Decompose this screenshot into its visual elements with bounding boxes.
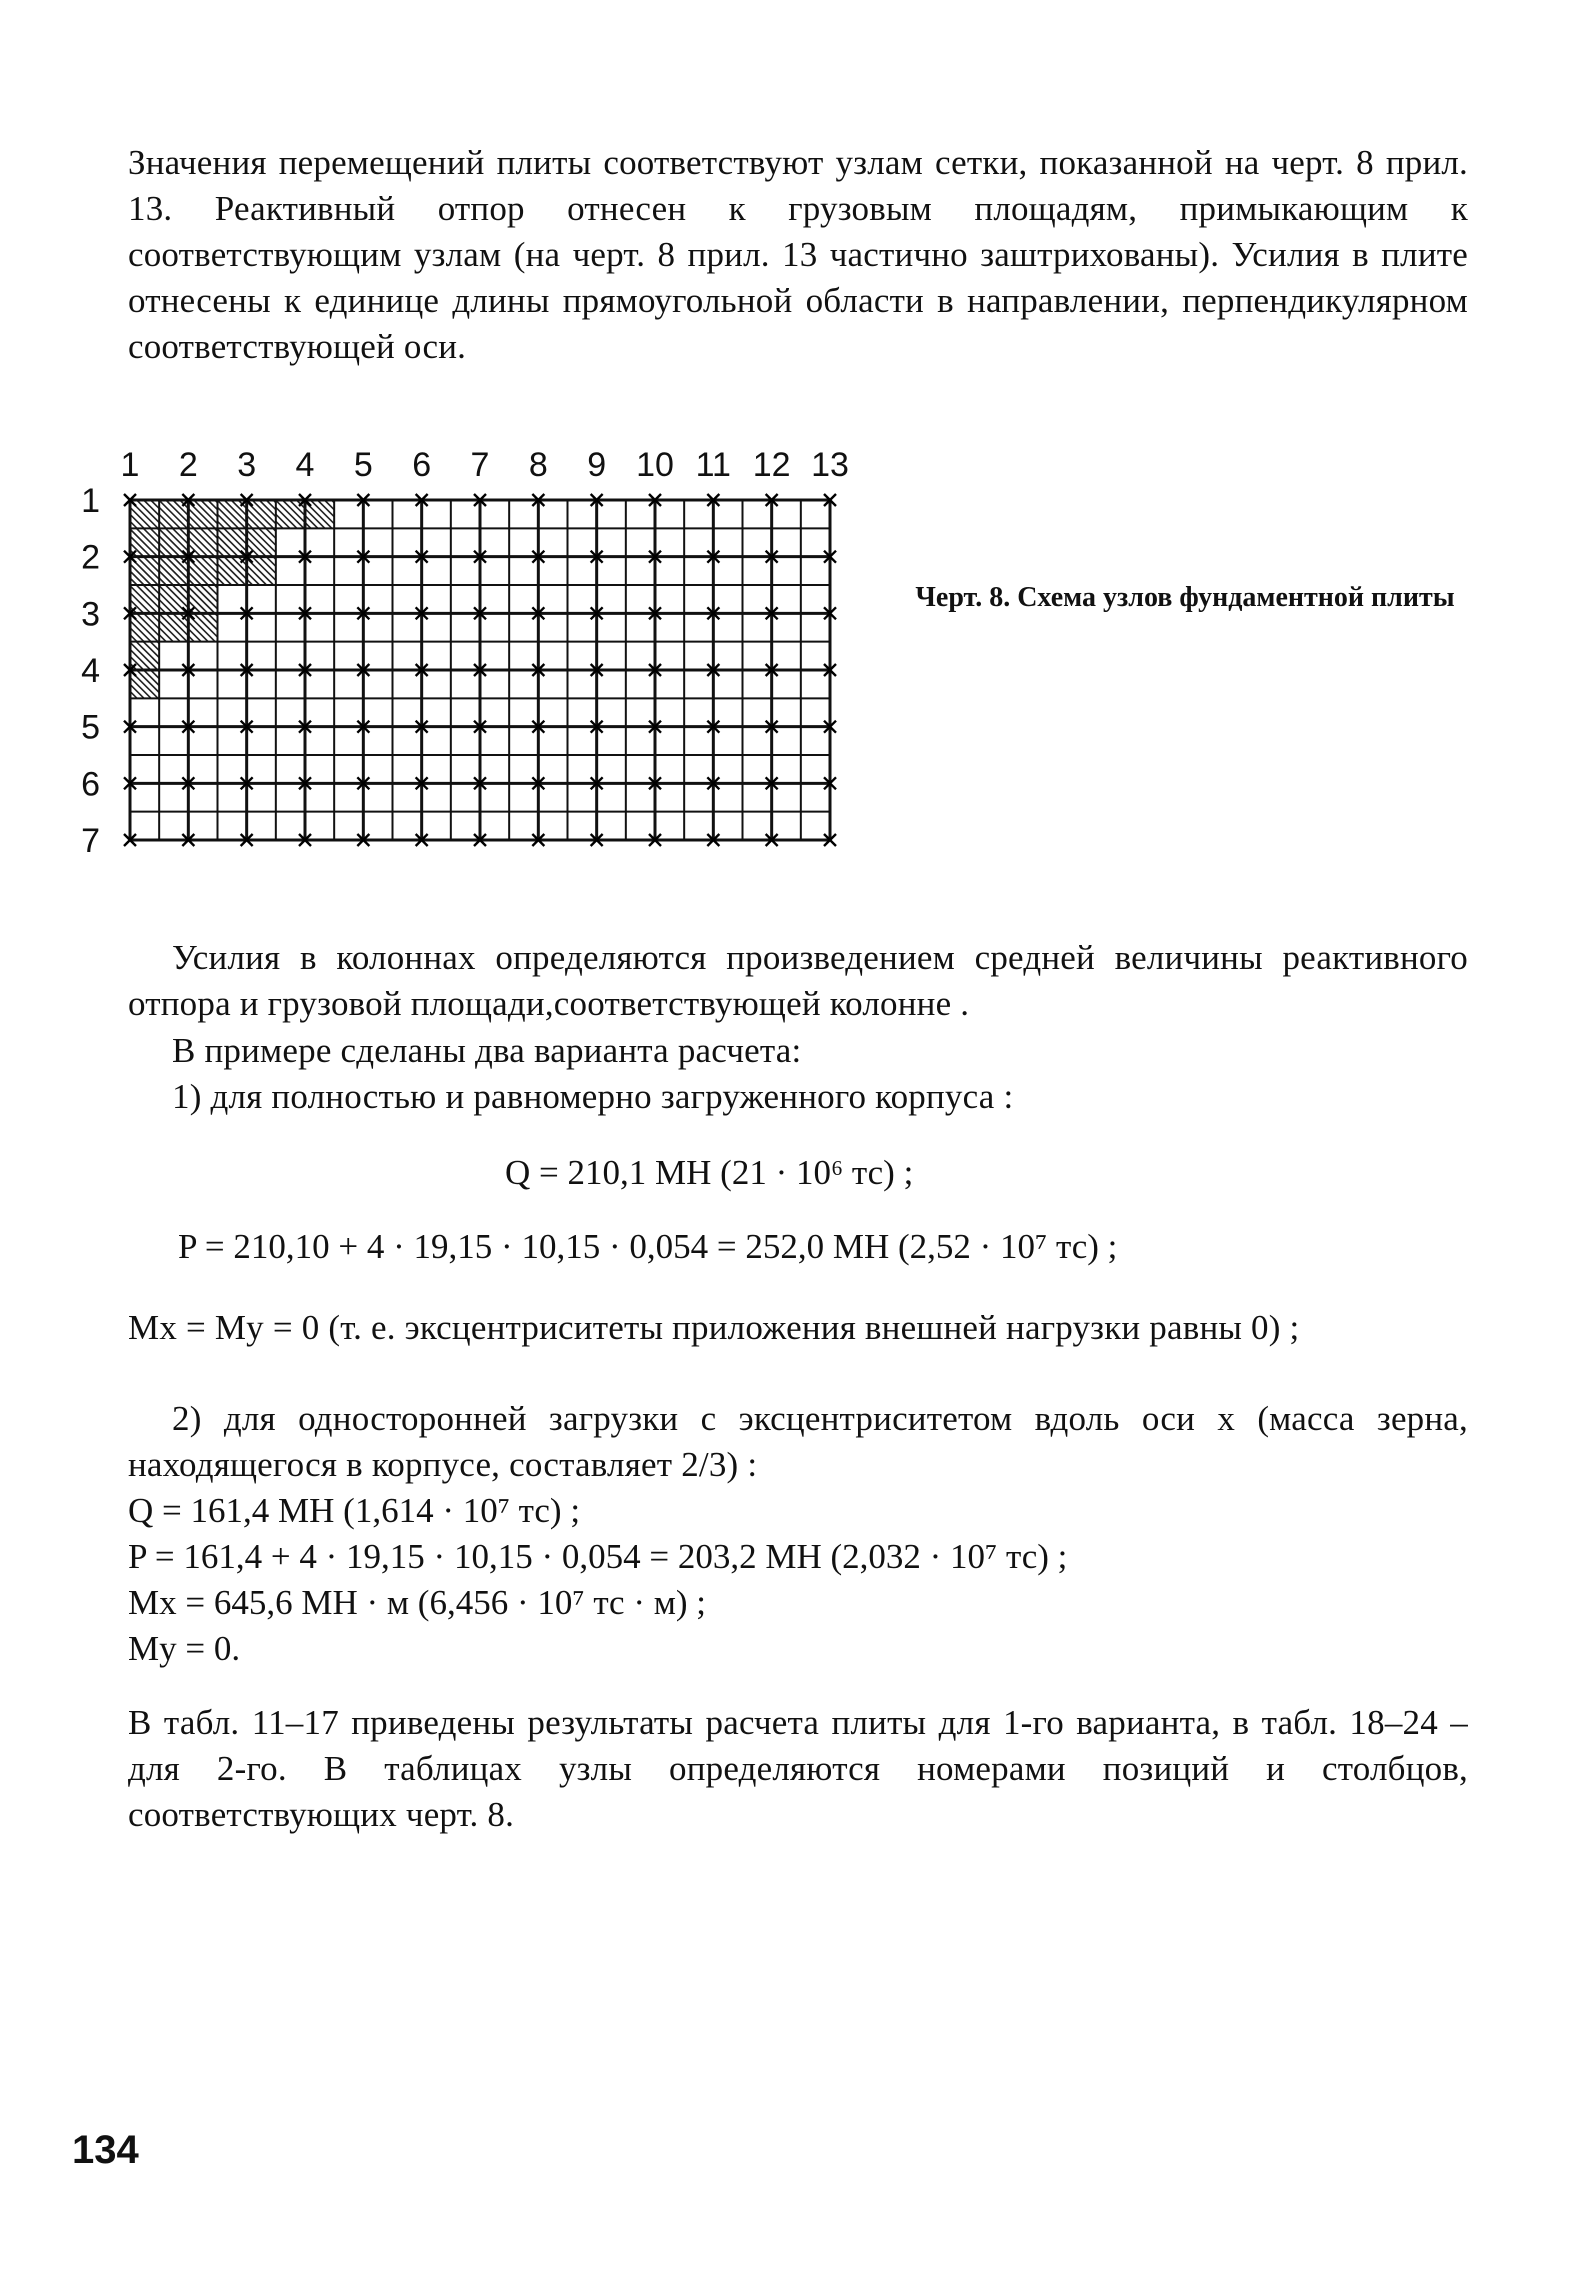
intro-paragraph: Значения перемещений плиты соответствуют узлам сетки, показанной на черт. 8 прил. 13. Реактивный отпор отнесен к грузовым площадям, примыкающим к соответствующим узлам (на черт. 8 прил. 13 частично заштрихованы). Усилия в плите отнесены к единице длины прямоугольной области в направлении, перпендикулярном соответствующей оси. xyxy=(128,143,1468,366)
column-label: 1 xyxy=(120,446,140,484)
row-label: 1 xyxy=(81,482,100,520)
column-label: 8 xyxy=(528,446,548,484)
variants-intro: В примере сделаны два варианта расчета: xyxy=(172,1031,802,1070)
column-label: 2 xyxy=(178,446,198,484)
variant-2-heading: 2) для односторонней загрузки с эксцентриситетом вдоль оси x (масса зерна, находящегося в корпусе, составляет 2/3) : xyxy=(128,1399,1468,1484)
column-label: 11 xyxy=(695,446,731,484)
column-label: 5 xyxy=(353,446,373,484)
column-label: 10 xyxy=(636,446,674,484)
column-label: 9 xyxy=(587,446,607,484)
figure-caption: Черт. 8. Схема узлов фундаментной плиты xyxy=(915,582,1455,613)
column-label: 13 xyxy=(811,446,849,484)
equation-mx2: Mx = 645,6 МН · м (6,456 · 10⁷ тс · м) ; xyxy=(128,1583,707,1622)
foundation-node-grid-figure xyxy=(70,440,870,870)
row-label: 4 xyxy=(81,652,100,690)
row-label: 7 xyxy=(81,822,100,860)
equation-p2: P = 161,4 + 4 · 19,15 · 10,15 · 0,054 = 203,2 МН (2,032 · 10⁷ тс) ; xyxy=(128,1537,1068,1576)
column-label: 3 xyxy=(237,446,257,484)
equation-m1: Mx = My = 0 (т. е. эксцентриситеты приложения внешней нагрузки равны 0) ; xyxy=(128,1308,1300,1347)
page-number: 134 xyxy=(72,2128,139,2172)
equation-q1: Q = 210,1 МН (21 · 10⁶ тс) ; xyxy=(505,1153,914,1192)
row-label: 3 xyxy=(81,595,100,634)
tables-paragraph: В табл. 11–17 приведены результаты расчета плиты для 1-го варианта, в табл. 18–24 – для 2-го. В таблицах узлы определяются номерами позиций и столбцов, соответствующих черт. 8. xyxy=(128,1703,1468,1834)
row-label: 5 xyxy=(81,708,100,747)
column-label: 7 xyxy=(470,446,490,484)
row-label: 6 xyxy=(81,765,100,804)
variant-1-heading: 1) для полностью и равномерно загруженного корпуса : xyxy=(172,1077,1014,1116)
row-label: 2 xyxy=(81,538,100,577)
equation-q2: Q = 161,4 МН (1,614 · 10⁷ тс) ; xyxy=(128,1491,581,1530)
columns-paragraph: Усилия в колоннах определяются произведением средней величины реактивного отпора и грузовой площади,соответствующей колонне . xyxy=(128,938,1468,1023)
column-label: 6 xyxy=(412,446,432,484)
equation-p1: P = 210,10 + 4 · 19,15 · 10,15 · 0,054 = 252,0 МН (2,52 · 10⁷ тс) ; xyxy=(178,1227,1118,1266)
equation-my2: My = 0. xyxy=(128,1629,241,1668)
column-label: 12 xyxy=(752,446,791,484)
column-label: 4 xyxy=(295,446,315,484)
